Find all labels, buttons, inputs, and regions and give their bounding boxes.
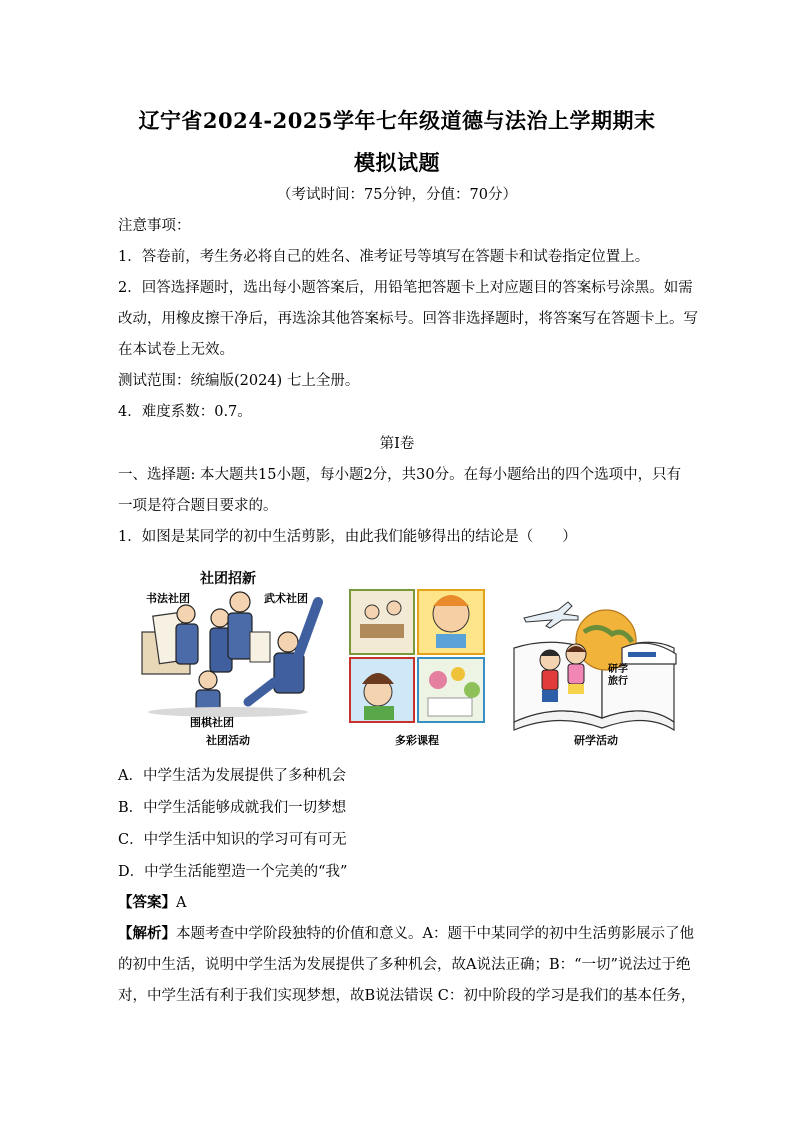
answer-label: 【答案】	[118, 894, 176, 911]
study-trip-line2: 旅行	[608, 676, 628, 687]
martial-arts-club-tag: 武术社团	[264, 592, 308, 605]
exam-title-line1: 辽宁省2024-2025学年七年级道德与法治上学期期末	[138, 108, 656, 133]
note-2-line-b: 改动，用橡皮擦干净后，再选涂其他答案标号。回答非选择题时，将答案写在答题卡上。写	[118, 311, 698, 327]
note-2-line-a: 2．回答选择题时，选出每小题答案后，用铅笔把答题卡上对应题目的答案标号涂黑。如需	[118, 280, 693, 296]
section1-line-b: 一项是符合题目要求的。	[118, 498, 278, 514]
exam-info: （考试时间：75分钟，分值：70分）	[277, 187, 517, 203]
question-1-figure	[128, 562, 680, 752]
option-d: D．中学生活能塑造一个完美的“我”	[118, 864, 348, 880]
analysis-label: 【解析】	[118, 925, 176, 942]
test-scope: 测试范围：统编版(2024) 七上全册。	[118, 373, 360, 389]
answer-value: A	[176, 895, 187, 911]
courses-illustration	[350, 590, 484, 722]
go-club-tag: 围棋社团	[190, 716, 234, 729]
question-1: 1．如图是某同学的初中生活剪影，由此我们能够得出的结论是（ ）	[118, 529, 577, 545]
answer	[118, 893, 680, 913]
caption-study-activities: 研学活动	[574, 734, 618, 747]
volume-heading: 第Ⅰ卷	[379, 436, 415, 452]
analysis-line-3: 对，中学生活有利于我们实现梦想，故B说法错误 C：初中阶段的学习是我们的基本任务，	[118, 988, 696, 1004]
notes-heading: 注意事项：	[118, 218, 191, 234]
study-trip-line1: 研学	[608, 664, 628, 675]
option-c: C．中学生活中知识的学习可有可无	[118, 832, 347, 848]
analysis-text-1: 本题考查中学阶段独特的价值和意义。A：题干中某同学的初中生活剪影展示了他	[176, 926, 694, 942]
difficulty: 4．难度系数：0.7。	[118, 404, 252, 420]
study-trip-label	[608, 664, 628, 688]
option-b: B．中学生活能够成就我们一切梦想	[118, 800, 347, 816]
analysis-line-2: 的初中生活，说明中学生活为发展提供了多种机会，故A说法正确；B：“一切”说法过于绝	[118, 957, 691, 973]
option-a: A．中学生活为发展提供了多种机会	[118, 768, 346, 784]
note-2-line-c: 在本试卷上无效。	[118, 342, 234, 358]
note-1: 1．答卷前，考生务必将自己的姓名、准考证号等填写在答题卡和试卷指定位置上。	[118, 249, 650, 265]
section1-line-a: 一、选择题: 本大题共15小题，每小题2分，共30分。在每小题给出的四个选项中，只有	[118, 467, 682, 483]
study-trip-illustration	[514, 602, 676, 730]
caption-colorful-courses: 多彩课程	[395, 734, 439, 747]
exam-title-line2: 模拟试题	[354, 150, 440, 175]
club-recruitment-title: 社团招新	[200, 571, 256, 587]
analysis-line-1	[118, 924, 694, 944]
calligraphy-club-tag: 书法社团	[146, 592, 190, 605]
caption-club-activities: 社团活动	[206, 734, 250, 747]
club-activities-illustration	[142, 592, 318, 717]
